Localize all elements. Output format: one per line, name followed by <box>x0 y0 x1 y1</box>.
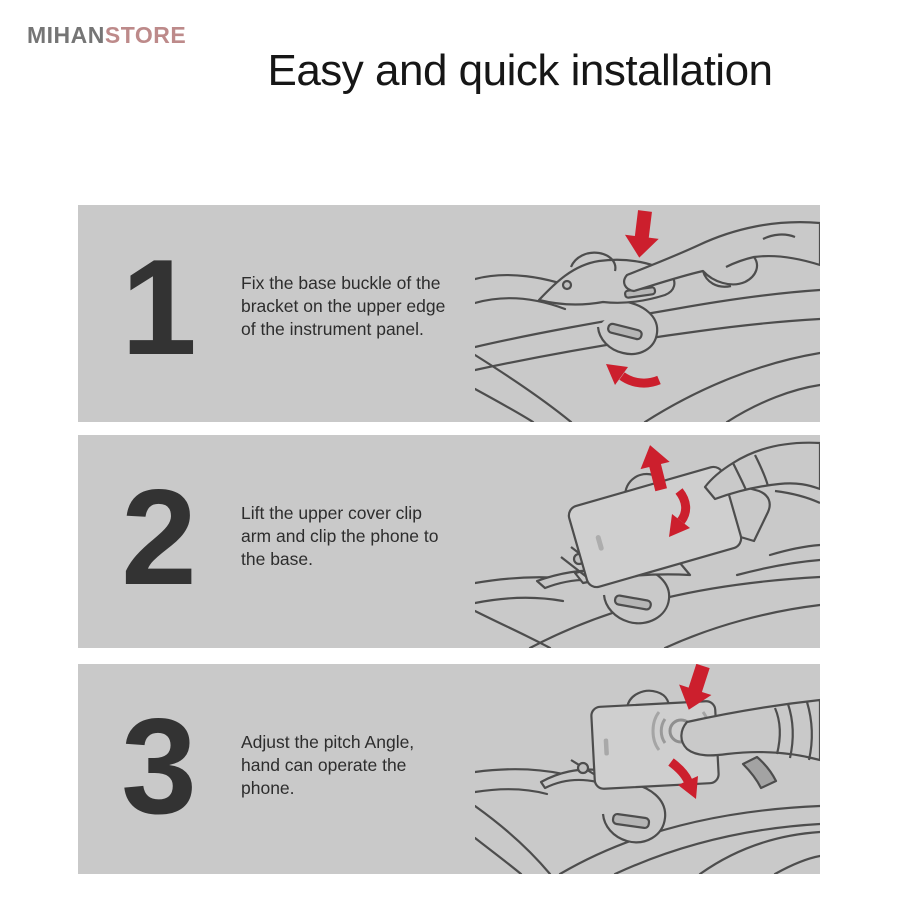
step-1-line-2: bracket on the upper edge <box>241 296 446 316</box>
step-panel-1 <box>78 205 820 422</box>
step-panel-3 <box>78 664 820 874</box>
step-2-line-1: Lift the upper cover clip <box>241 503 422 523</box>
red-down-arrow-icon <box>622 209 661 260</box>
brand-logo-secondary: STORE <box>104 22 187 48</box>
step-number-3: 3 <box>121 690 197 842</box>
step-text-2 <box>241 502 439 571</box>
page-title: Easy and quick installation <box>267 46 773 95</box>
step-panel-2 <box>78 435 820 648</box>
phone-into-mount-drawing <box>475 435 820 648</box>
step-2-illustration <box>475 435 820 648</box>
step-text-1 <box>241 272 445 341</box>
step-3-line-2: hand can operate the <box>241 755 407 775</box>
step-3-line-3: phone. <box>241 778 295 798</box>
brand-logo <box>27 22 186 49</box>
step-1-illustration <box>475 205 820 422</box>
step-number-1: 1 <box>121 231 197 383</box>
step-3-illustration <box>475 664 820 874</box>
step-1-line-3: of the instrument panel. <box>241 319 424 339</box>
step-text-3 <box>241 731 414 800</box>
brand-logo-primary: MIHAN <box>27 22 105 48</box>
step-2-line-2: arm and clip the phone to <box>241 526 439 546</box>
step-3-line-1: Adjust the pitch Angle, <box>241 732 415 752</box>
hand <box>624 222 820 291</box>
red-curved-arrow-icon <box>606 364 659 385</box>
step-2-line-3: the base. <box>241 549 313 569</box>
clip-on-dashboard-drawing <box>475 205 820 422</box>
step-number-2: 2 <box>121 461 197 613</box>
step-1-line-1: Fix the base buckle of the <box>241 273 441 293</box>
finger-tap-phone-drawing <box>475 664 820 874</box>
